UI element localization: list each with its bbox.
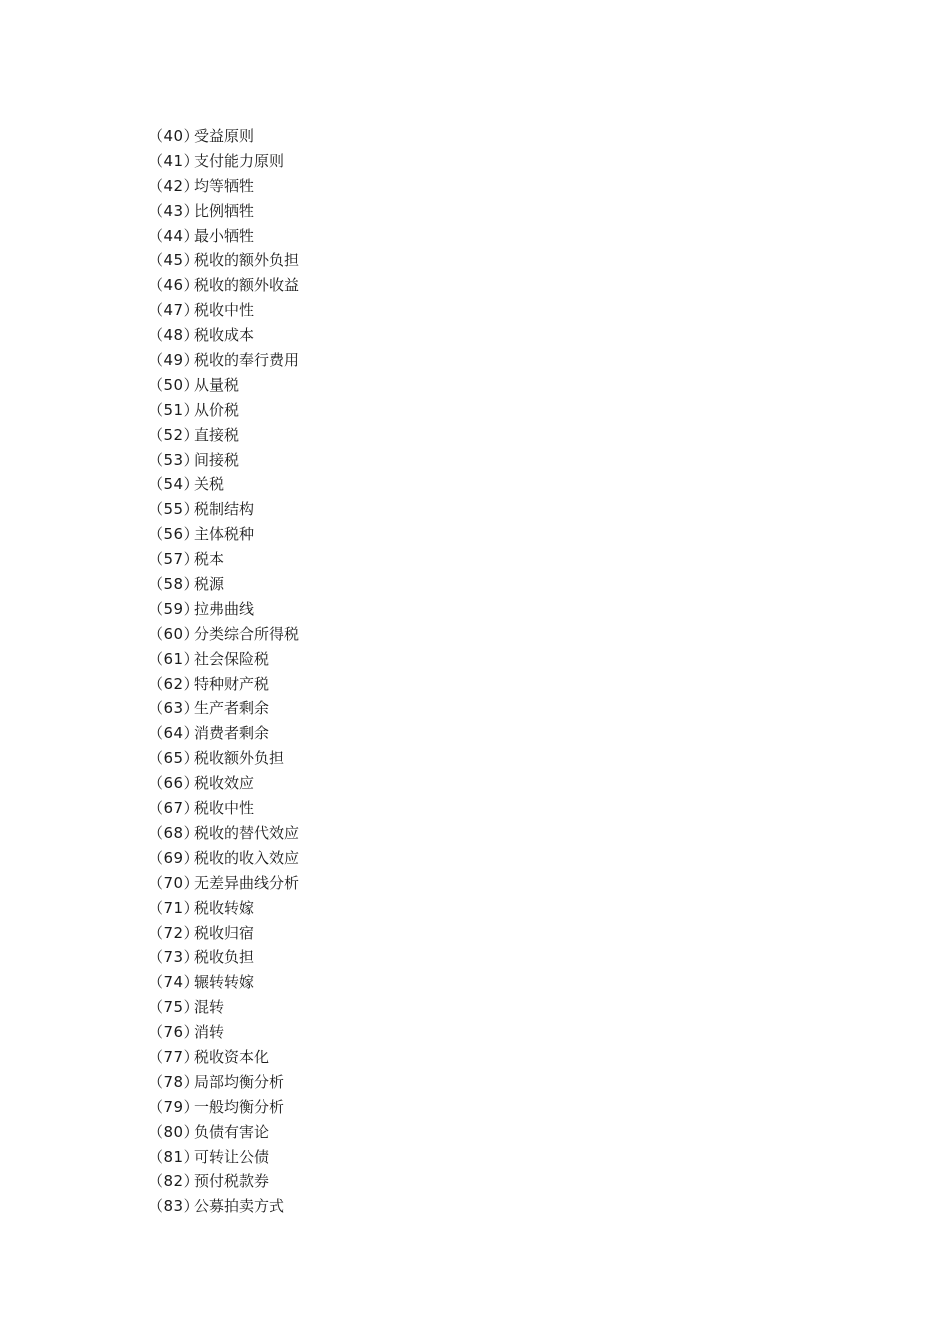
term-number: （73） xyxy=(148,948,200,967)
term-label: 税收负担 xyxy=(194,948,255,967)
term-label: 均等牺牲 xyxy=(194,176,255,195)
term-item xyxy=(148,572,299,597)
term-label: 最小牺牲 xyxy=(194,226,255,245)
term-item xyxy=(148,497,299,522)
term-label: 税收成本 xyxy=(194,326,255,345)
term-item xyxy=(148,995,299,1020)
term-label: 生产者剩余 xyxy=(194,699,270,718)
term-number: （40） xyxy=(148,127,200,145)
term-item xyxy=(148,124,299,149)
term-item xyxy=(148,472,299,497)
term-item xyxy=(148,298,299,323)
term-label: 主体税种 xyxy=(194,525,255,544)
term-item xyxy=(148,871,299,896)
term-label: 税源 xyxy=(194,575,225,594)
term-label: 税收中性 xyxy=(194,799,255,818)
term-list xyxy=(148,124,299,1219)
term-item xyxy=(148,622,299,647)
term-item xyxy=(148,522,299,547)
term-number: （54） xyxy=(148,475,200,494)
term-number: （63） xyxy=(148,699,200,718)
term-number: （51） xyxy=(148,400,200,419)
term-item xyxy=(148,796,299,821)
term-label: 税本 xyxy=(194,550,225,569)
term-label: 间接税 xyxy=(194,450,240,469)
term-number: （77） xyxy=(148,1047,200,1066)
term-item xyxy=(148,896,299,921)
term-number: （42） xyxy=(148,176,200,195)
term-label: 税制结构 xyxy=(194,500,255,519)
term-label: 税收的替代效应 xyxy=(194,823,300,842)
term-number: （69） xyxy=(148,848,200,867)
term-item xyxy=(148,721,299,746)
term-label: 预付税款券 xyxy=(194,1172,270,1191)
term-number: （52） xyxy=(148,425,200,444)
term-number: （60） xyxy=(148,624,200,643)
term-label: 可转让公债 xyxy=(194,1147,270,1166)
term-number: （46） xyxy=(148,276,200,295)
term-item xyxy=(148,672,299,697)
term-item xyxy=(148,1095,299,1120)
term-number: （68） xyxy=(148,823,200,842)
term-item xyxy=(148,746,299,771)
term-item xyxy=(148,248,299,273)
term-number: （75） xyxy=(148,998,200,1017)
term-number: （64） xyxy=(148,724,200,743)
term-item xyxy=(148,398,299,423)
term-number: （78） xyxy=(148,1072,200,1091)
term-label: 负债有害论 xyxy=(194,1122,270,1141)
term-number: （67） xyxy=(148,799,200,818)
term-item xyxy=(148,696,299,721)
term-item xyxy=(148,597,299,622)
term-number: （79） xyxy=(148,1097,200,1116)
term-number: （81） xyxy=(148,1147,200,1166)
term-label: 关税 xyxy=(194,475,225,494)
term-number: （80） xyxy=(148,1122,200,1141)
term-item xyxy=(148,273,299,298)
term-number: （66） xyxy=(148,774,200,793)
term-item xyxy=(148,771,299,796)
term-label: 从价税 xyxy=(194,400,240,419)
term-item xyxy=(148,1070,299,1095)
term-number: （44） xyxy=(148,226,200,245)
term-number: （61） xyxy=(148,649,200,668)
term-item xyxy=(148,448,299,473)
term-label: 特种财产税 xyxy=(194,674,270,693)
term-label: 消转 xyxy=(194,1023,225,1042)
term-item xyxy=(148,423,299,448)
term-label: 税收中性 xyxy=(194,301,255,320)
term-number: （50） xyxy=(148,375,200,394)
term-number: （49） xyxy=(148,351,200,370)
term-label: 直接税 xyxy=(194,425,240,444)
term-item xyxy=(148,1045,299,1070)
term-item xyxy=(148,921,299,946)
term-item xyxy=(148,348,299,373)
term-label: 税收转嫁 xyxy=(194,898,255,917)
term-item xyxy=(148,547,299,572)
term-number: （62） xyxy=(148,674,200,693)
term-label: 税收的额外负担 xyxy=(194,251,300,270)
term-number: （53） xyxy=(148,450,200,469)
term-number: （47） xyxy=(148,301,200,320)
term-label: 混转 xyxy=(194,998,225,1017)
term-label: 税收的收入效应 xyxy=(194,848,300,867)
term-item xyxy=(148,224,299,249)
term-label: 无差异曲线分析 xyxy=(194,873,300,892)
term-number: （41） xyxy=(148,151,200,170)
term-label: 比例牺牲 xyxy=(194,201,255,220)
term-number: （56） xyxy=(148,525,200,544)
term-number: （57） xyxy=(148,550,200,569)
term-item xyxy=(148,846,299,871)
term-item xyxy=(148,373,299,398)
term-label: 税收效应 xyxy=(194,774,255,793)
term-number: （71） xyxy=(148,898,200,917)
term-item xyxy=(148,1020,299,1045)
term-label: 从量税 xyxy=(194,375,240,394)
term-item xyxy=(148,174,299,199)
term-label: 公募拍卖方式 xyxy=(194,1197,285,1216)
term-label: 拉弗曲线 xyxy=(194,599,255,618)
term-number: （58） xyxy=(148,575,200,594)
term-item xyxy=(148,1169,299,1194)
term-item xyxy=(148,821,299,846)
term-item xyxy=(148,323,299,348)
term-item xyxy=(148,149,299,174)
term-item xyxy=(148,945,299,970)
term-number: （43） xyxy=(148,201,200,220)
term-number: （59） xyxy=(148,599,200,618)
term-label: 社会保险税 xyxy=(194,649,270,668)
term-item xyxy=(148,1145,299,1170)
term-item xyxy=(148,1194,299,1219)
term-number: （48） xyxy=(148,326,200,345)
term-label: 受益原则 xyxy=(194,127,255,145)
term-item xyxy=(148,647,299,672)
term-number: （65） xyxy=(148,749,200,768)
term-label: 分类综合所得税 xyxy=(194,624,300,643)
term-label: 税收额外负担 xyxy=(194,749,285,768)
term-label: 税收归宿 xyxy=(194,923,255,942)
term-number: （72） xyxy=(148,923,200,942)
term-number: （45） xyxy=(148,251,200,270)
term-label: 辗转转嫁 xyxy=(194,973,255,992)
term-label: 税收资本化 xyxy=(194,1047,270,1066)
term-item xyxy=(148,1120,299,1145)
term-number: （76） xyxy=(148,1023,200,1042)
term-item xyxy=(148,970,299,995)
term-label: 局部均衡分析 xyxy=(194,1072,285,1091)
term-label: 支付能力原则 xyxy=(194,151,285,170)
term-label: 税收的奉行费用 xyxy=(194,351,300,370)
term-number: （70） xyxy=(148,873,200,892)
term-label: 税收的额外收益 xyxy=(194,276,300,295)
term-number: （82） xyxy=(148,1172,200,1191)
term-item xyxy=(148,199,299,224)
term-number: （55） xyxy=(148,500,200,519)
term-number: （74） xyxy=(148,973,200,992)
term-label: 消费者剩余 xyxy=(194,724,270,743)
term-label: 一般均衡分析 xyxy=(194,1097,285,1116)
term-number: （83） xyxy=(148,1197,200,1216)
